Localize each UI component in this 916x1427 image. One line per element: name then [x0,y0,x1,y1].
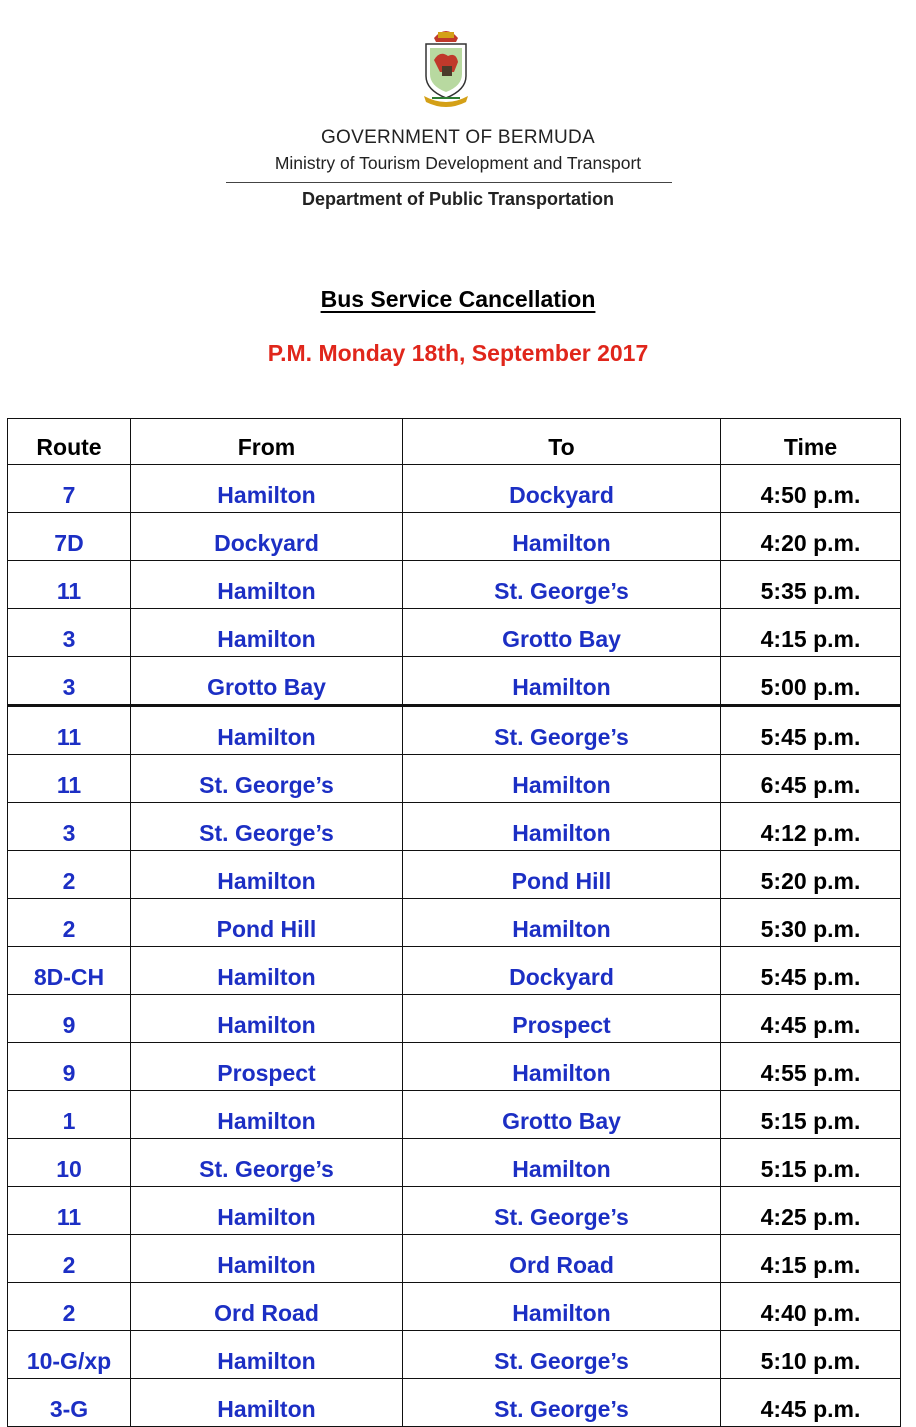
time-cell: 4:50 p.m. [721,465,901,513]
from-cell: Hamilton [131,609,403,657]
notice-title-text: Bus Service Cancellation [320,286,596,312]
from-cell: Hamilton [131,1379,403,1427]
route-cell: 2 [8,851,131,899]
to-cell: Hamilton [403,1043,721,1091]
from-cell: St. George’s [131,803,403,851]
time-cell: 5:10 p.m. [721,1331,901,1379]
route-cell: 11 [8,706,131,755]
column-header-to: To [403,419,721,465]
route-cell: 8D-CH [8,947,131,995]
to-cell: Hamilton [403,803,721,851]
to-cell: Pond Hill [403,851,721,899]
to-cell: Dockyard [403,465,721,513]
time-cell: 5:45 p.m. [721,947,901,995]
from-cell: Hamilton [131,1331,403,1379]
to-cell: Ord Road [403,1235,721,1283]
table-row [8,1235,901,1283]
time-cell: 4:20 p.m. [721,513,901,561]
time-cell: 4:15 p.m. [721,609,901,657]
to-cell: Hamilton [403,899,721,947]
table-row [8,1139,901,1187]
route-cell: 1 [8,1091,131,1139]
route-cell: 10-G/xp [8,1331,131,1379]
government-name: GOVERNMENT OF BERMUDA [320,127,596,148]
table-row [8,755,901,803]
route-cell: 10 [8,1139,131,1187]
from-cell: Hamilton [131,465,403,513]
table-row [8,851,901,899]
from-cell: Hamilton [131,947,403,995]
to-cell: Hamilton [403,657,721,706]
header-divider [226,182,672,183]
column-header-time: Time [721,419,901,465]
from-cell: Hamilton [131,851,403,899]
cancellation-table [7,418,901,1427]
route-cell: 2 [8,899,131,947]
from-cell: Hamilton [131,995,403,1043]
table-row [8,1283,901,1331]
route-cell: 7 [8,465,131,513]
time-cell: 4:45 p.m. [721,995,901,1043]
to-cell: Hamilton [403,1283,721,1331]
to-cell: St. George’s [403,561,721,609]
table-row [8,1043,901,1091]
from-cell: Hamilton [131,706,403,755]
table-row [8,1187,901,1235]
route-cell: 2 [8,1283,131,1331]
table-row [8,803,901,851]
from-cell: Dockyard [131,513,403,561]
table-header-row [8,419,901,465]
table-row [8,465,901,513]
to-cell: St. George’s [403,1379,721,1427]
table-row [8,657,901,706]
route-cell: 11 [8,755,131,803]
time-cell: 5:20 p.m. [721,851,901,899]
time-cell: 4:12 p.m. [721,803,901,851]
route-cell: 9 [8,1043,131,1091]
route-cell: 3 [8,609,131,657]
table-row [8,899,901,947]
from-cell: Hamilton [131,1187,403,1235]
to-cell: Grotto Bay [403,609,721,657]
time-cell: 4:25 p.m. [721,1187,901,1235]
from-cell: Hamilton [131,1235,403,1283]
route-cell: 11 [8,561,131,609]
notice-date: P.M. Monday 18th, September 2017 [267,340,649,366]
column-header-route: Route [8,419,131,465]
department-name: Department of Public Transportation [301,189,615,209]
time-cell: 6:45 p.m. [721,755,901,803]
from-cell: Hamilton [131,1091,403,1139]
from-cell: St. George’s [131,1139,403,1187]
time-cell: 4:40 p.m. [721,1283,901,1331]
time-cell: 5:45 p.m. [721,706,901,755]
bermuda-coat-of-arms-icon [418,26,474,108]
route-cell: 9 [8,995,131,1043]
from-cell: Grotto Bay [131,657,403,706]
from-cell: St. George’s [131,755,403,803]
time-cell: 4:45 p.m. [721,1379,901,1427]
notice-title [0,286,916,313]
route-cell: 3-G [8,1379,131,1427]
route-cell: 7D [8,513,131,561]
to-cell: Hamilton [403,1139,721,1187]
table-row [8,1379,901,1427]
time-cell: 5:35 p.m. [721,561,901,609]
to-cell: St. George’s [403,706,721,755]
table-row [8,947,901,995]
time-cell: 5:15 p.m. [721,1139,901,1187]
route-cell: 3 [8,657,131,706]
table-row [8,561,901,609]
route-cell: 3 [8,803,131,851]
to-cell: Prospect [403,995,721,1043]
time-cell: 4:55 p.m. [721,1043,901,1091]
ministry-name: Ministry of Tourism Development and Transport [274,153,642,173]
table-row [8,609,901,657]
route-cell: 11 [8,1187,131,1235]
to-cell: Hamilton [403,755,721,803]
to-cell: St. George’s [403,1187,721,1235]
table-row [8,706,901,755]
route-cell: 2 [8,1235,131,1283]
time-cell: 5:30 p.m. [721,899,901,947]
time-cell: 4:15 p.m. [721,1235,901,1283]
to-cell: Grotto Bay [403,1091,721,1139]
from-cell: Prospect [131,1043,403,1091]
to-cell: Dockyard [403,947,721,995]
table-row [8,995,901,1043]
table-row [8,513,901,561]
to-cell: St. George’s [403,1331,721,1379]
from-cell: Hamilton [131,561,403,609]
to-cell: Hamilton [403,513,721,561]
time-cell: 5:00 p.m. [721,657,901,706]
time-cell: 5:15 p.m. [721,1091,901,1139]
from-cell: Pond Hill [131,899,403,947]
table-row [8,1091,901,1139]
table-row [8,1331,901,1379]
from-cell: Ord Road [131,1283,403,1331]
column-header-from: From [131,419,403,465]
